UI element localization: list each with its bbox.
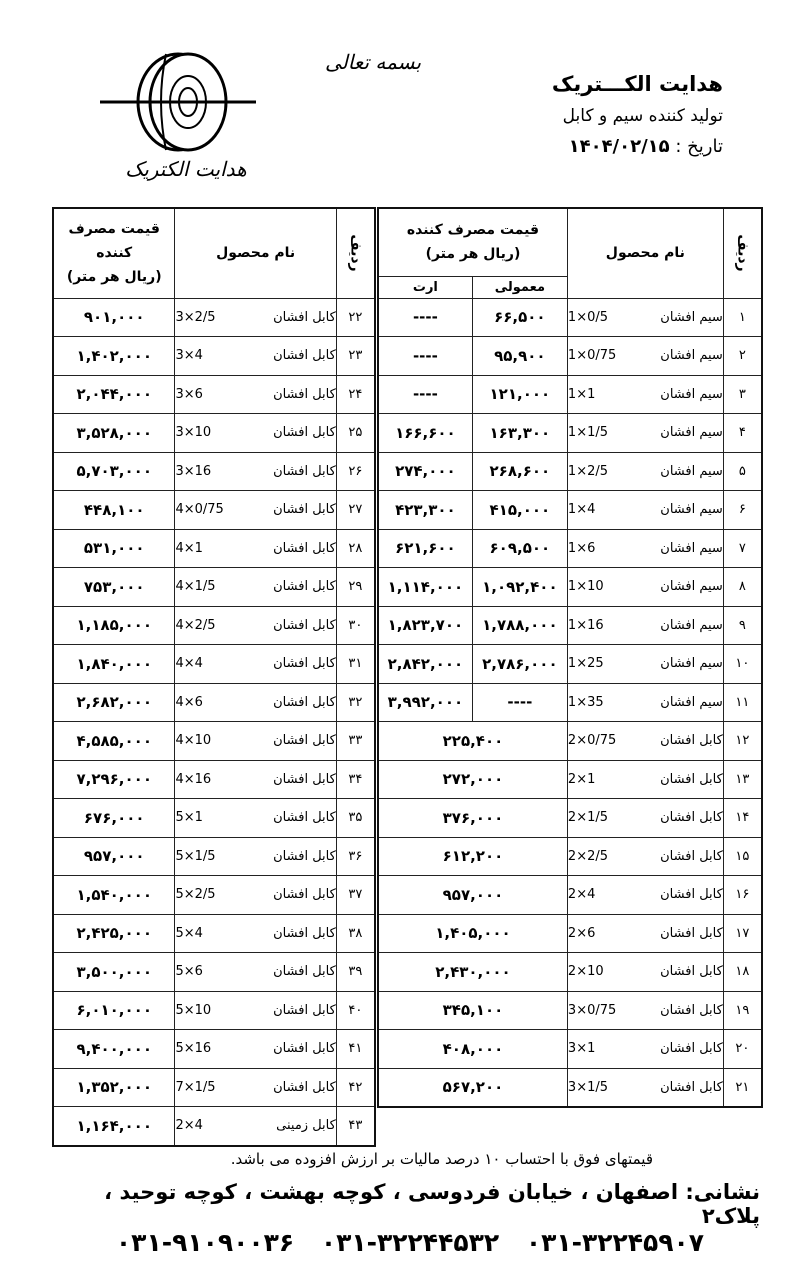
price-table-right xyxy=(377,207,763,1108)
price-normal-cell: ۱,۷۸۸,۰۰۰ xyxy=(472,606,567,645)
col-price-header xyxy=(53,208,175,298)
price-normal-cell: ۱۶۳,۳۰۰ xyxy=(472,414,567,453)
row-number: ۹ xyxy=(723,606,762,645)
price-cell: ۱,۵۴۰,۰۰۰ xyxy=(53,876,175,915)
product-name: کابل افشان xyxy=(273,386,336,402)
price-cell: ۳,۵۲۸,۰۰۰ xyxy=(53,414,175,453)
table-row xyxy=(378,568,762,607)
price-cell: ۲,۴۳۰,۰۰۰ xyxy=(378,953,567,992)
row-number: ۳۵ xyxy=(336,799,375,838)
row-number: ۴۳ xyxy=(336,1107,375,1146)
product-name: کابل افشان xyxy=(273,425,336,441)
table-row xyxy=(378,876,762,915)
col-earth-header: ارت xyxy=(378,276,472,298)
product-name: کابل افشان xyxy=(273,579,336,595)
table-row xyxy=(378,760,762,799)
price-earth-cell: ۱,۱۱۴,۰۰۰ xyxy=(378,568,472,607)
product-size: 2×0/75 xyxy=(567,733,617,749)
col-radif-header: ردیف xyxy=(723,208,762,298)
table-row xyxy=(53,914,375,953)
product-size: 2×4 xyxy=(175,1118,203,1134)
row-number: ۳۶ xyxy=(336,837,375,876)
row-number: ۲۹ xyxy=(336,568,375,607)
product-name: کابل افشان xyxy=(273,502,336,518)
table-row xyxy=(378,1030,762,1069)
product-size: 4×0/75 xyxy=(175,502,224,518)
product-name-cell xyxy=(567,645,723,684)
address: نشانی: اصفهان ، خیابان فردوسی ، کوچه بهشت ، کوچه توحید ، پلاک۲ xyxy=(104,1180,760,1228)
row-number: ۱ xyxy=(723,298,762,337)
product-name: کابل افشان xyxy=(273,771,336,787)
product-name: کابل افشان xyxy=(273,925,336,941)
product-size: 2×2/5 xyxy=(567,848,609,864)
product-size: 7×1/5 xyxy=(175,1079,216,1095)
product-name: کابل افشان xyxy=(273,810,336,826)
product-size: 5×10 xyxy=(175,1002,212,1018)
col-name-header: نام محصول xyxy=(567,208,723,298)
price-title: قیمت مصرف کننده xyxy=(68,221,160,262)
price-title: قیمت مصرف کننده xyxy=(406,222,540,239)
row-number: ۳۰ xyxy=(336,606,375,645)
product-size: 4×1/5 xyxy=(175,579,216,595)
product-name-cell xyxy=(175,452,336,491)
row-number: ۳۱ xyxy=(336,645,375,684)
product-size: 1×4 xyxy=(567,502,596,518)
row-number: ۴۰ xyxy=(336,991,375,1030)
phone-number: ۰۳۱-۳۲۲۴۴۵۳۲ xyxy=(320,1228,500,1257)
product-name-cell xyxy=(175,1030,336,1069)
table-row xyxy=(378,414,762,453)
table-row xyxy=(53,953,375,992)
price-unit: (ریال هر متر) xyxy=(66,269,162,286)
price-cell: ۹۵۷,۰۰۰ xyxy=(53,837,175,876)
row-number: ۳ xyxy=(723,375,762,414)
product-size: 1×16 xyxy=(567,617,604,633)
product-name-cell xyxy=(175,760,336,799)
product-name-cell xyxy=(175,1107,336,1146)
table-row xyxy=(378,529,762,568)
price-cell: ۴۴۸,۱۰۰ xyxy=(53,491,175,530)
row-number: ۴۲ xyxy=(336,1068,375,1107)
row-number: ۳۹ xyxy=(336,953,375,992)
row-number: ۲۲ xyxy=(336,298,375,337)
price-earth-cell: ۱۶۶,۶۰۰ xyxy=(378,414,472,453)
row-number: ۶ xyxy=(723,491,762,530)
price-normal-cell: ۶۶,۵۰۰ xyxy=(472,298,567,337)
product-size: 2×1 xyxy=(567,771,596,787)
product-size: 2×6 xyxy=(567,925,596,941)
product-name-cell xyxy=(567,799,723,838)
row-number: ۳۴ xyxy=(336,760,375,799)
product-name: کابل افشان xyxy=(273,733,336,749)
col-name-header: نام محصول xyxy=(175,208,336,298)
company-logo xyxy=(96,44,266,194)
product-name: کابل افشان xyxy=(273,1041,336,1057)
table-row xyxy=(378,1068,762,1107)
price-earth-cell: ۱,۸۲۳,۷۰۰ xyxy=(378,606,472,645)
product-name: کابل افشان xyxy=(660,964,723,980)
product-size: 3×2/5 xyxy=(175,309,216,325)
product-name: کابل افشان xyxy=(660,1079,723,1095)
product-name: کابل افشان xyxy=(660,771,723,787)
company-tagline: تولید کننده سیم و کابل xyxy=(562,106,723,126)
price-cell: ۴,۵۸۵,۰۰۰ xyxy=(53,722,175,761)
product-size: 1×25 xyxy=(567,656,604,672)
product-size: 1×0/75 xyxy=(567,348,617,364)
row-number: ۳۳ xyxy=(336,722,375,761)
table-row xyxy=(378,722,762,761)
product-name: کابل افشان xyxy=(660,733,723,749)
table-row xyxy=(378,606,762,645)
table-row xyxy=(53,529,375,568)
product-size: 3×10 xyxy=(175,425,212,441)
phone-number: ۰۳۱-۳۲۲۴۵۹۰۷ xyxy=(525,1228,705,1257)
price-cell: ۳۴۵,۱۰۰ xyxy=(378,991,567,1030)
product-name: کابل افشان xyxy=(660,1002,723,1018)
table-row xyxy=(53,876,375,915)
table-row xyxy=(378,799,762,838)
price-earth-cell: ۲۷۴,۰۰۰ xyxy=(378,452,472,491)
table-row xyxy=(378,837,762,876)
row-number: ۳۸ xyxy=(336,914,375,953)
product-name-cell xyxy=(567,991,723,1030)
row-number: ۱۷ xyxy=(723,914,762,953)
product-name: کابل افشان xyxy=(273,309,336,325)
row-number: ۱۹ xyxy=(723,991,762,1030)
product-size: 5×4 xyxy=(175,925,203,941)
price-cell: ۷۵۳,۰۰۰ xyxy=(53,568,175,607)
table-row xyxy=(378,953,762,992)
price-earth-cell: ۶۲۱,۶۰۰ xyxy=(378,529,472,568)
product-name-cell xyxy=(567,1030,723,1069)
product-name-cell xyxy=(567,452,723,491)
product-name: کابل افشان xyxy=(660,925,723,941)
product-size: 1×10 xyxy=(567,579,604,595)
product-name-cell xyxy=(567,375,723,414)
table-row xyxy=(53,1107,375,1146)
product-name-cell xyxy=(175,876,336,915)
product-name: سیم افشان xyxy=(660,502,723,518)
row-number: ۴ xyxy=(723,414,762,453)
table-row xyxy=(53,837,375,876)
table-row xyxy=(53,1068,375,1107)
price-unit: (ریال هر متر) xyxy=(425,246,521,263)
row-number: ۱۵ xyxy=(723,837,762,876)
price-cell: ۶۱۲,۲۰۰ xyxy=(378,837,567,876)
table-row xyxy=(378,375,762,414)
price-earth-cell: ۳,۹۹۲,۰۰۰ xyxy=(378,683,472,722)
price-cell: ۳,۵۰۰,۰۰۰ xyxy=(53,953,175,992)
price-normal-cell: ۶۰۹,۵۰۰ xyxy=(472,529,567,568)
product-name-cell xyxy=(567,953,723,992)
product-name-cell xyxy=(567,414,723,453)
cable-reel-icon xyxy=(96,44,266,194)
product-name: سیم افشان xyxy=(660,656,723,672)
product-size: 4×2/5 xyxy=(175,617,216,633)
price-cell: ۹,۴۰۰,۰۰۰ xyxy=(53,1030,175,1069)
product-name-cell xyxy=(175,298,336,337)
product-name: کابل افشان xyxy=(273,887,336,903)
product-size: 5×2/5 xyxy=(175,887,216,903)
product-name-cell xyxy=(175,529,336,568)
table-row xyxy=(378,298,762,337)
product-name-cell xyxy=(175,491,336,530)
product-size: 2×4 xyxy=(567,887,596,903)
row-number: ۱۱ xyxy=(723,683,762,722)
product-name-cell xyxy=(567,722,723,761)
row-number: ۵ xyxy=(723,452,762,491)
row-number: ۲۵ xyxy=(336,414,375,453)
price-normal-cell: ---- xyxy=(472,683,567,722)
product-name-cell xyxy=(567,491,723,530)
product-size: 4×1 xyxy=(175,540,203,556)
price-normal-cell: ۱,۰۹۲,۴۰۰ xyxy=(472,568,567,607)
product-name-cell xyxy=(175,1068,336,1107)
table-row xyxy=(378,491,762,530)
col-normal-header: معمولی xyxy=(472,276,567,298)
table-row xyxy=(378,645,762,684)
price-cell: ۵۳۱,۰۰۰ xyxy=(53,529,175,568)
product-name: سیم افشان xyxy=(660,540,723,556)
product-name-cell xyxy=(175,414,336,453)
product-size: 1×35 xyxy=(567,694,604,710)
table-row xyxy=(53,760,375,799)
table-row xyxy=(378,991,762,1030)
tax-note: قیمتهای فوق با احتساب ۱۰ درصد مالیات بر ارزش افزوده می باشد. xyxy=(230,1150,653,1168)
product-name-cell xyxy=(567,529,723,568)
product-name: سیم افشان xyxy=(660,348,723,364)
row-number: ۲۳ xyxy=(336,337,375,376)
product-name-cell xyxy=(567,914,723,953)
product-size: 2×1/5 xyxy=(567,810,609,826)
product-name: کابل زمینی xyxy=(276,1118,336,1134)
price-earth-cell: ---- xyxy=(378,375,472,414)
product-size: 1×2/5 xyxy=(567,463,609,479)
product-name-cell xyxy=(567,760,723,799)
price-cell: ۹۵۷,۰۰۰ xyxy=(378,876,567,915)
table-row xyxy=(53,491,375,530)
product-size: 5×6 xyxy=(175,964,203,980)
product-name-cell xyxy=(175,722,336,761)
table-row xyxy=(53,722,375,761)
row-number: ۴۱ xyxy=(336,1030,375,1069)
product-name: کابل افشان xyxy=(273,1002,336,1018)
product-size: 5×1 xyxy=(175,810,203,826)
product-size: 3×16 xyxy=(175,463,212,479)
product-size: 4×4 xyxy=(175,656,203,672)
price-cell: ۵,۷۰۳,۰۰۰ xyxy=(53,452,175,491)
product-size: 3×4 xyxy=(175,348,203,364)
product-name: سیم افشان xyxy=(660,425,723,441)
table-row xyxy=(53,1030,375,1069)
row-number: ۲۰ xyxy=(723,1030,762,1069)
price-earth-cell: ۴۲۳,۳۰۰ xyxy=(378,491,472,530)
date-label: تاریخ : xyxy=(675,136,723,157)
bismillah: بسمه تعالی xyxy=(324,50,422,74)
row-number: ۷ xyxy=(723,529,762,568)
row-number: ۲۶ xyxy=(336,452,375,491)
price-cell: ۷,۲۹۶,۰۰۰ xyxy=(53,760,175,799)
table-row xyxy=(53,414,375,453)
product-size: 1×0/5 xyxy=(567,309,609,325)
row-number: ۸ xyxy=(723,568,762,607)
table-row xyxy=(53,568,375,607)
product-name-cell xyxy=(567,876,723,915)
row-number: ۱۸ xyxy=(723,953,762,992)
price-cell: ۲۲۵,۴۰۰ xyxy=(378,722,567,761)
phone-number: ۰۳۱-۹۱۰۹۰۰۳۶ xyxy=(115,1228,295,1257)
product-name: سیم افشان xyxy=(660,309,723,325)
product-name-cell xyxy=(567,837,723,876)
price-cell: ۵۶۷,۲۰۰ xyxy=(378,1068,567,1107)
row-number: ۲۱ xyxy=(723,1068,762,1107)
table-row xyxy=(378,452,762,491)
product-size: 4×6 xyxy=(175,694,203,710)
row-number: ۱۶ xyxy=(723,876,762,915)
product-name-cell xyxy=(175,568,336,607)
row-number: ۲۸ xyxy=(336,529,375,568)
product-name-cell xyxy=(175,337,336,376)
table-row xyxy=(378,683,762,722)
product-name: کابل افشان xyxy=(273,348,336,364)
price-cell: ۳۷۶,۰۰۰ xyxy=(378,799,567,838)
table-row xyxy=(53,337,375,376)
row-number: ۱۴ xyxy=(723,799,762,838)
table-row xyxy=(53,606,375,645)
product-name-cell xyxy=(567,337,723,376)
price-normal-cell: ۱۲۱,۰۰۰ xyxy=(472,375,567,414)
price-cell: ۲,۴۲۵,۰۰۰ xyxy=(53,914,175,953)
product-name: کابل افشان xyxy=(273,848,336,864)
table-row xyxy=(53,799,375,838)
product-size: 5×1/5 xyxy=(175,848,216,864)
product-name: کابل افشان xyxy=(273,656,336,672)
product-name: سیم افشان xyxy=(660,463,723,479)
product-name-cell xyxy=(567,1068,723,1107)
table-row xyxy=(53,683,375,722)
row-number: ۲۷ xyxy=(336,491,375,530)
product-name: سیم افشان xyxy=(660,694,723,710)
product-name-cell xyxy=(175,991,336,1030)
price-cell: ۱,۱۶۴,۰۰۰ xyxy=(53,1107,175,1146)
product-name: کابل افشان xyxy=(660,1041,723,1057)
price-normal-cell: ۲۶۸,۶۰۰ xyxy=(472,452,567,491)
table-row xyxy=(378,337,762,376)
product-name-cell xyxy=(175,375,336,414)
company-name: هدایت الکـــتریک xyxy=(551,72,723,96)
product-size: 2×10 xyxy=(567,964,604,980)
product-size: 1×1 xyxy=(567,386,596,402)
row-number: ۲ xyxy=(723,337,762,376)
row-number: ۱۰ xyxy=(723,645,762,684)
product-size: 3×0/75 xyxy=(567,1002,617,1018)
date-value: ۱۴۰۴/۰۲/۱۵ xyxy=(568,136,670,157)
product-name: کابل افشان xyxy=(273,463,336,479)
price-cell: ۱,۴۰۵,۰۰۰ xyxy=(378,914,567,953)
price-cell: ۲,۶۸۲,۰۰۰ xyxy=(53,683,175,722)
row-number: ۱۲ xyxy=(723,722,762,761)
logo-text: هدایت الکتریک xyxy=(125,157,247,181)
col-price-header xyxy=(378,208,567,276)
product-name: کابل افشان xyxy=(660,848,723,864)
product-name-cell xyxy=(175,683,336,722)
product-name: کابل افشان xyxy=(273,540,336,556)
phone-numbers xyxy=(60,1228,760,1257)
product-size: 4×10 xyxy=(175,733,212,749)
price-cell: ۱,۸۴۰,۰۰۰ xyxy=(53,645,175,684)
product-name: سیم افشان xyxy=(660,579,723,595)
price-earth-cell: ۲,۸۴۲,۰۰۰ xyxy=(378,645,472,684)
product-size: 1×6 xyxy=(567,540,596,556)
product-name: کابل افشان xyxy=(660,810,723,826)
product-name-cell xyxy=(567,568,723,607)
product-name: سیم افشان xyxy=(660,617,723,633)
price-cell: ۴۰۸,۰۰۰ xyxy=(378,1030,567,1069)
table-row xyxy=(53,645,375,684)
product-name: کابل افشان xyxy=(273,617,336,633)
product-name: کابل افشان xyxy=(273,694,336,710)
table-row xyxy=(53,452,375,491)
product-size: 3×1 xyxy=(567,1041,596,1057)
table-row xyxy=(53,298,375,337)
price-cell: ۶۷۶,۰۰۰ xyxy=(53,799,175,838)
table-row xyxy=(53,991,375,1030)
price-table-left xyxy=(52,207,376,1147)
price-cell: ۱,۱۸۵,۰۰۰ xyxy=(53,606,175,645)
row-number: ۱۳ xyxy=(723,760,762,799)
product-name-cell xyxy=(175,837,336,876)
product-name-cell xyxy=(175,953,336,992)
product-name: کابل افشان xyxy=(660,887,723,903)
price-cell: ۹۰۱,۰۰۰ xyxy=(53,298,175,337)
row-number: ۳۷ xyxy=(336,876,375,915)
product-name-cell xyxy=(175,645,336,684)
product-size: 3×6 xyxy=(175,386,203,402)
product-size: 1×1/5 xyxy=(567,425,609,441)
price-cell: ۱,۴۰۲,۰۰۰ xyxy=(53,337,175,376)
price-normal-cell: ۲,۷۸۶,۰۰۰ xyxy=(472,645,567,684)
price-normal-cell: ۹۵,۹۰۰ xyxy=(472,337,567,376)
price-normal-cell: ۴۱۵,۰۰۰ xyxy=(472,491,567,530)
product-size: 4×16 xyxy=(175,771,212,787)
price-earth-cell: ---- xyxy=(378,298,472,337)
price-cell: ۶,۰۱۰,۰۰۰ xyxy=(53,991,175,1030)
product-name-cell xyxy=(175,606,336,645)
row-number: ۳۲ xyxy=(336,683,375,722)
table-row xyxy=(378,914,762,953)
product-size: 3×1/5 xyxy=(567,1079,609,1095)
product-size: 5×16 xyxy=(175,1041,212,1057)
col-radif-header: ردیف xyxy=(336,208,375,298)
product-name: کابل افشان xyxy=(273,964,336,980)
row-number: ۲۴ xyxy=(336,375,375,414)
product-name: سیم افشان xyxy=(660,386,723,402)
product-name-cell xyxy=(175,914,336,953)
price-earth-cell: ---- xyxy=(378,337,472,376)
product-name-cell xyxy=(175,799,336,838)
product-name-cell xyxy=(567,606,723,645)
price-cell: ۱,۳۵۲,۰۰۰ xyxy=(53,1068,175,1107)
table-row xyxy=(53,375,375,414)
product-name: کابل افشان xyxy=(273,1079,336,1095)
price-cell: ۲,۰۴۴,۰۰۰ xyxy=(53,375,175,414)
date-line xyxy=(569,136,723,157)
price-cell: ۲۷۲,۰۰۰ xyxy=(378,760,567,799)
product-name-cell xyxy=(567,298,723,337)
product-name-cell xyxy=(567,683,723,722)
